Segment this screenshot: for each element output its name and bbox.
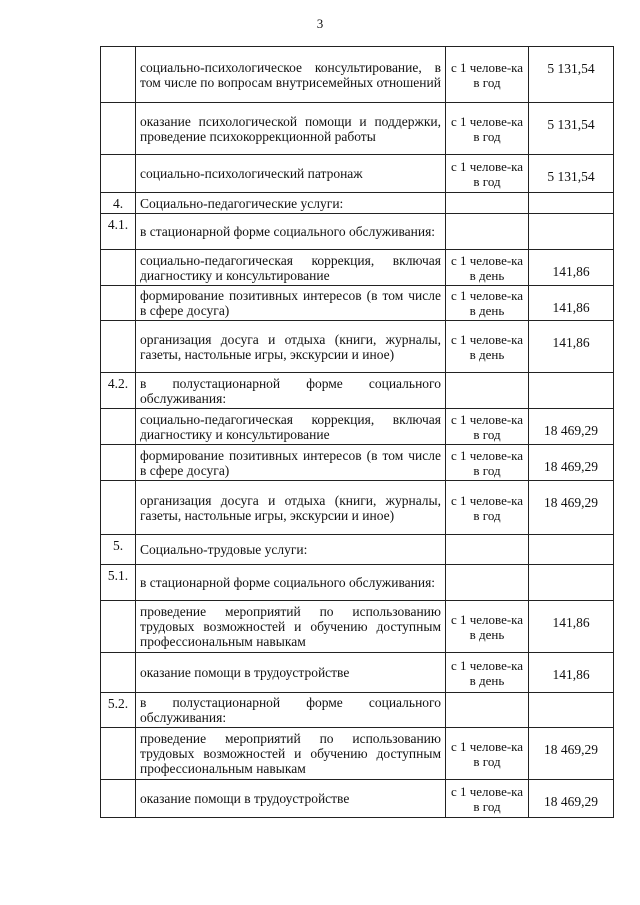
service-description: оказание помощи в трудоустройстве: [136, 780, 446, 818]
unit-of-measure: с 1 челове-ка в год: [446, 728, 529, 780]
unit-of-measure: с 1 челове-ка в день: [446, 601, 529, 653]
unit-of-measure: [446, 193, 529, 214]
row-number: [101, 601, 136, 653]
service-description: формирование позитивных интересов (в том числе в сфере досуга): [136, 445, 446, 481]
unit-of-measure: с 1 челове-ка в год: [446, 780, 529, 818]
tariff-value: 141,86: [529, 321, 614, 373]
table-row: [101, 565, 614, 601]
unit-of-measure: с 1 челове-ка в день: [446, 653, 529, 693]
tariff-value: 18 469,29: [529, 780, 614, 818]
service-description: организация досуга и отдыха (книги, журналы, газеты, настольные игры, экскурсии и иное): [136, 321, 446, 373]
service-description: оказание психологической помощи и поддержки, проведение психокоррекционной работы: [136, 103, 446, 155]
tariff-value: 141,86: [529, 250, 614, 286]
service-description: в стационарной форме социального обслуживания:: [136, 565, 446, 601]
table-row: [101, 250, 614, 286]
unit-of-measure: [446, 693, 529, 728]
services-table: [100, 46, 614, 818]
service-description: Социально-трудовые услуги:: [136, 535, 446, 565]
tariff-value: 18 469,29: [529, 445, 614, 481]
tariff-value: [529, 535, 614, 565]
row-number: [101, 409, 136, 445]
table-row: [101, 155, 614, 193]
table-row: [101, 445, 614, 481]
table-row: [101, 728, 614, 780]
table-row: [101, 286, 614, 321]
service-description: в стационарной форме социального обслуживания:: [136, 214, 446, 250]
service-description: Социально-педагогические услуги:: [136, 193, 446, 214]
service-description: социально-психологическое консультирование, в том числе по вопросам внутрисемейных отношений: [136, 47, 446, 103]
service-description: формирование позитивных интересов (в том числе в сфере досуга): [136, 286, 446, 321]
unit-of-measure: с 1 челове-ка в год: [446, 481, 529, 535]
row-number: [101, 780, 136, 818]
row-number: 5.1.: [101, 565, 136, 601]
unit-of-measure: с 1 челове-ка в день: [446, 250, 529, 286]
service-description: социально-педагогическая коррекция, включая диагностику и консультирование: [136, 250, 446, 286]
service-description: в полустационарной форме социального обслуживания:: [136, 693, 446, 728]
tariff-value: 5 131,54: [529, 103, 614, 155]
tariff-value: 18 469,29: [529, 409, 614, 445]
row-number: [101, 653, 136, 693]
service-description: в полустационарной форме социального обслуживания:: [136, 373, 446, 409]
tariff-value: 5 131,54: [529, 155, 614, 193]
unit-of-measure: с 1 челове-ка в год: [446, 445, 529, 481]
row-number: [101, 728, 136, 780]
row-number: [101, 103, 136, 155]
table-row: [101, 214, 614, 250]
table-row: [101, 481, 614, 535]
tariff-value: 5 131,54: [529, 47, 614, 103]
tariff-value: 141,86: [529, 286, 614, 321]
service-description: социально-психологический патронаж: [136, 155, 446, 193]
table-row: [101, 535, 614, 565]
row-number: [101, 481, 136, 535]
row-number: [101, 47, 136, 103]
unit-of-measure: [446, 373, 529, 409]
unit-of-measure: с 1 челове-ка в год: [446, 47, 529, 103]
page-number: 3: [316, 16, 324, 31]
unit-of-measure: с 1 челове-ка в год: [446, 409, 529, 445]
service-description: социально-педагогическая коррекция, включая диагностику и консультирование: [136, 409, 446, 445]
tariff-value: 141,86: [529, 601, 614, 653]
table-row: [101, 321, 614, 373]
row-number: 4.: [101, 193, 136, 214]
service-description: проведение мероприятий по использованию трудовых возможностей и обучению доступным профессиональным навыкам: [136, 601, 446, 653]
tariff-value: [529, 193, 614, 214]
table-row: [101, 780, 614, 818]
table-row: [101, 409, 614, 445]
row-number: [101, 286, 136, 321]
row-number: 4.2.: [101, 373, 136, 409]
unit-of-measure: с 1 челове-ка в год: [446, 103, 529, 155]
table-row: [101, 193, 614, 214]
row-number: [101, 250, 136, 286]
row-number: [101, 321, 136, 373]
tariff-value: 18 469,29: [529, 728, 614, 780]
table-row: [101, 601, 614, 653]
row-number: 5.2.: [101, 693, 136, 728]
unit-of-measure: [446, 565, 529, 601]
unit-of-measure: [446, 214, 529, 250]
service-description: проведение мероприятий по использованию трудовых возможностей и обучению доступным профессиональным навыкам: [136, 728, 446, 780]
tariff-value: 141,86: [529, 653, 614, 693]
tariff-value: [529, 214, 614, 250]
unit-of-measure: с 1 челове-ка в день: [446, 321, 529, 373]
service-description: оказание помощи в трудоустройстве: [136, 653, 446, 693]
table-row: [101, 373, 614, 409]
unit-of-measure: [446, 535, 529, 565]
table-row: [101, 653, 614, 693]
row-number: 4.1.: [101, 214, 136, 250]
service-description: организация досуга и отдыха (книги, журналы, газеты, настольные игры, экскурсии и иное): [136, 481, 446, 535]
tariff-value: [529, 565, 614, 601]
table-row: [101, 47, 614, 103]
unit-of-measure: с 1 челове-ка в год: [446, 155, 529, 193]
tariff-value: [529, 373, 614, 409]
table-row: [101, 103, 614, 155]
row-number: [101, 155, 136, 193]
row-number: 5.: [101, 535, 136, 565]
tariff-value: 18 469,29: [529, 481, 614, 535]
table-row: [101, 693, 614, 728]
tariff-value: [529, 693, 614, 728]
row-number: [101, 445, 136, 481]
unit-of-measure: с 1 челове-ка в день: [446, 286, 529, 321]
